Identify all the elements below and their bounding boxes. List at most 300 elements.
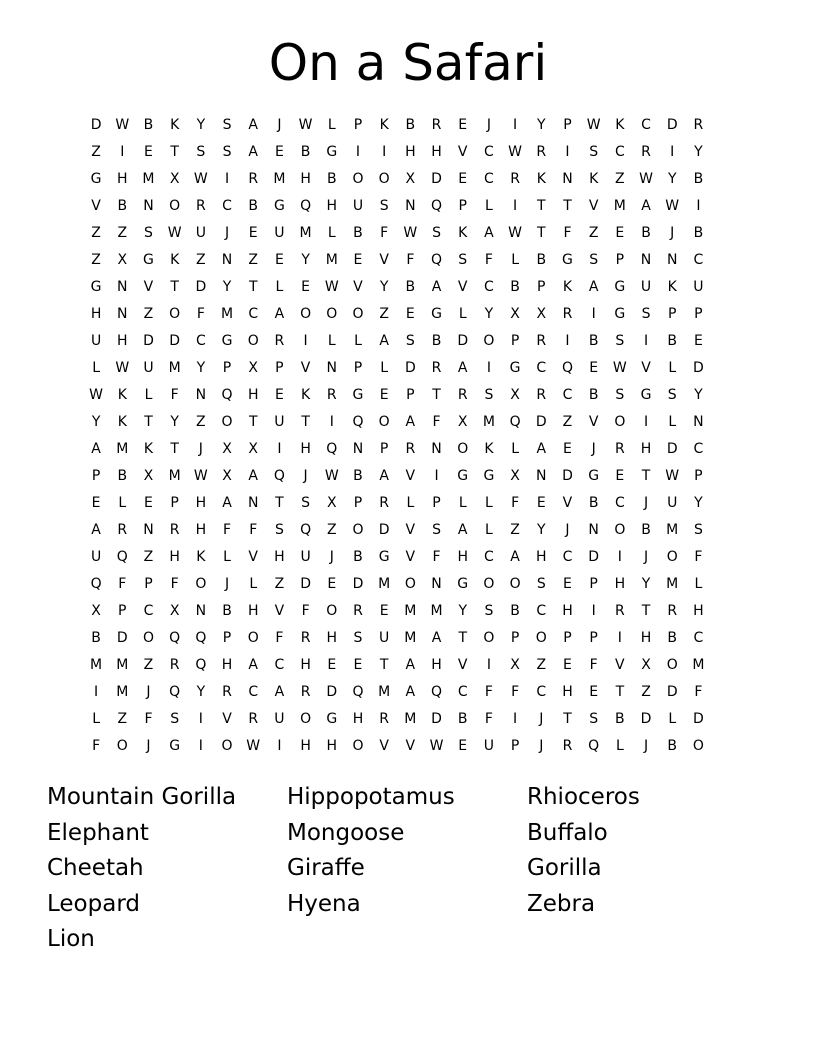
grid-cell: B — [510, 603, 520, 619]
grid-cell: Y — [222, 279, 232, 295]
grid-cell: M — [666, 576, 679, 592]
grid-cell: Q — [90, 576, 102, 592]
grid-cell: Z — [379, 306, 389, 322]
grid-cell: C — [143, 603, 154, 619]
grid-cell: E — [274, 252, 284, 268]
grid-cell: G — [221, 333, 233, 349]
grid-cell: F — [196, 306, 205, 322]
grid-cell: H — [247, 603, 259, 619]
grid-cell: A — [379, 333, 389, 349]
grid-cell: S — [693, 522, 703, 538]
grid-cell: I — [198, 711, 203, 727]
grid-cell: F — [484, 252, 493, 268]
grid-cell: N — [536, 468, 547, 484]
grid-cell: N — [143, 198, 154, 214]
grid-cell: W — [403, 225, 418, 241]
grid-cell: C — [693, 252, 704, 268]
grid-cell: P — [91, 468, 101, 484]
grid-cell: I — [94, 684, 99, 700]
grid-cell: L — [354, 333, 362, 349]
grid-cell: I — [303, 333, 308, 349]
grid-cell: H — [326, 738, 338, 754]
grid-cell: L — [694, 576, 703, 592]
grid-cell: K — [536, 171, 546, 187]
grid-cell: R — [117, 522, 128, 538]
grid-cell: M — [168, 468, 181, 484]
grid-cell: S — [484, 603, 494, 619]
grid-cell: I — [513, 117, 518, 133]
grid-row — [83, 355, 712, 382]
grid-cell: F — [589, 657, 598, 673]
grid-cell: G — [326, 711, 338, 727]
grid-cell: D — [457, 333, 469, 349]
grid-cell: O — [666, 549, 678, 565]
grid-row — [83, 463, 712, 490]
grid-cell: H — [221, 657, 233, 673]
grid-cell: M — [404, 603, 417, 619]
grid-cell: J — [643, 738, 649, 754]
grid-cell: I — [591, 306, 596, 322]
grid-cell: Z — [91, 252, 101, 268]
grid-cell: N — [117, 306, 128, 322]
grid-cell: I — [198, 738, 203, 754]
grid-cell: K — [170, 252, 180, 268]
grid-cell: Y — [484, 306, 494, 322]
grid-cell: X — [91, 603, 101, 619]
grid-cell: P — [537, 279, 546, 295]
grid-row — [83, 544, 712, 571]
grid-cell: P — [222, 630, 232, 646]
grid-cell: E — [693, 333, 703, 349]
grid-cell: Z — [196, 252, 206, 268]
grid-cell: Z — [588, 225, 599, 241]
grid-cell: E — [563, 576, 572, 592]
grid-cell: I — [643, 333, 649, 349]
grid-cell: W — [193, 468, 208, 484]
grid-cell: P — [222, 360, 232, 376]
grid-cell: H — [169, 549, 180, 565]
grid-cell: M — [404, 630, 417, 646]
grid-cell: R — [222, 684, 232, 700]
grid-cell: R — [510, 171, 520, 187]
grid-cell: E — [274, 144, 284, 160]
grid-cell: V — [405, 522, 416, 538]
grid-cell: V — [248, 549, 258, 565]
grid-row — [83, 220, 712, 247]
grid-cell: A — [588, 279, 599, 295]
grid-cell: S — [196, 144, 206, 160]
grid-cell: P — [589, 630, 598, 646]
grid-cell: X — [222, 468, 232, 484]
grid-cell: L — [668, 711, 677, 727]
grid-cell: X — [117, 252, 128, 268]
grid-cell: D — [352, 576, 364, 592]
grid-cell: K — [615, 117, 625, 133]
grid-cell: C — [536, 360, 547, 376]
grid-cell: D — [666, 117, 678, 133]
grid-cell: X — [248, 441, 259, 457]
grid-cell: L — [458, 306, 467, 322]
grid-cell: P — [170, 495, 179, 511]
grid-cell: X — [510, 657, 520, 673]
grid-cell: N — [247, 495, 259, 511]
grid-cell: W — [324, 279, 339, 295]
grid-cell: B — [693, 171, 704, 187]
grid-cell: J — [539, 711, 544, 727]
grid-cell: F — [694, 549, 703, 565]
grid-row — [83, 436, 712, 463]
grid-cell: S — [589, 252, 599, 268]
grid-cell: B — [431, 333, 442, 349]
grid-cell: I — [382, 144, 387, 160]
grid-cell: J — [643, 549, 649, 565]
grid-cell: P — [510, 630, 520, 646]
grid-cell: T — [641, 603, 651, 619]
grid-cell: N — [588, 522, 599, 538]
grid-cell: Y — [458, 603, 467, 619]
grid-cell: E — [458, 117, 468, 133]
grid-cell: Q — [273, 468, 285, 484]
grid-cell: W — [167, 225, 182, 241]
grid-cell: Q — [300, 198, 312, 214]
grid-cell: G — [143, 252, 154, 268]
grid-cell: A — [457, 522, 468, 538]
grid-cell: F — [484, 711, 493, 727]
grid-cell: M — [482, 414, 495, 430]
grid-cell: A — [248, 117, 258, 133]
grid-row — [83, 193, 712, 220]
grid-cell: O — [666, 657, 678, 673]
grid-cell: B — [222, 603, 232, 619]
grid-cell: M — [325, 252, 338, 268]
grid-cell: G — [509, 360, 521, 376]
grid-cell: C — [536, 603, 547, 619]
grid-row — [83, 301, 712, 328]
grid-cell: I — [486, 657, 491, 673]
grid-cell: K — [301, 387, 311, 403]
grid-cell: W — [89, 387, 104, 403]
grid-cell: F — [170, 387, 179, 403]
grid-cell: N — [195, 603, 207, 619]
grid-cell: L — [406, 495, 415, 511]
grid-cell: I — [670, 144, 675, 160]
grid-cell: O — [483, 333, 495, 349]
grid-cell: T — [432, 387, 441, 403]
grid-cell: R — [379, 711, 390, 727]
grid-cell: S — [615, 387, 625, 403]
grid-cell: O — [195, 576, 207, 592]
grid-cell: S — [222, 144, 232, 160]
grid-cell: I — [513, 711, 518, 727]
grid-cell: F — [249, 522, 258, 538]
grid-cell: F — [484, 684, 493, 700]
grid-cell: S — [301, 495, 311, 511]
grid-cell: W — [612, 360, 627, 376]
grid-cell: Y — [379, 279, 389, 295]
grid-cell: O — [221, 738, 233, 754]
grid-cell: H — [274, 549, 285, 565]
grid-cell: D — [640, 711, 652, 727]
grid-cell: S — [589, 144, 599, 160]
grid-cell: P — [275, 360, 284, 376]
grid-cell: V — [143, 279, 154, 295]
grid-cell: F — [144, 711, 153, 727]
grid-cell: T — [537, 198, 546, 214]
grid-cell: M — [116, 684, 129, 700]
grid-cell: T — [379, 657, 389, 673]
grid-cell: Z — [274, 576, 285, 592]
grid-cell: C — [484, 549, 494, 565]
grid-cell: B — [405, 117, 416, 133]
grid-cell: B — [326, 171, 337, 187]
grid-cell: M — [168, 360, 181, 376]
grid-cell: B — [693, 225, 704, 241]
grid-cell: V — [405, 549, 416, 565]
grid-cell: A — [641, 198, 651, 214]
grid-cell: O — [535, 630, 547, 646]
grid-cell: Y — [301, 252, 310, 268]
grid-cell: N — [326, 360, 338, 376]
grid-cell: P — [144, 576, 153, 592]
grid-cell: C — [614, 144, 625, 160]
grid-cell: H — [562, 603, 573, 619]
grid-cell: F — [694, 684, 703, 700]
grid-cell: M — [273, 171, 286, 187]
grid-cell: G — [614, 279, 626, 295]
grid-cell: N — [693, 414, 704, 430]
grid-cell: A — [248, 144, 258, 160]
grid-cell: H — [195, 495, 207, 511]
grid-cell: E — [353, 657, 363, 673]
grid-cell: L — [511, 252, 519, 268]
grid-cell: R — [379, 495, 390, 511]
grid-cell: D — [431, 711, 442, 727]
grid-row — [83, 733, 712, 760]
grid-cell: F — [563, 225, 572, 241]
grid-cell: G — [457, 468, 469, 484]
grid-cell: B — [588, 333, 599, 349]
grid-cell: D — [693, 711, 704, 727]
grid-cell: S — [432, 522, 441, 538]
grid-cell: E — [301, 279, 311, 295]
grid-cell: O — [404, 576, 416, 592]
grid-cell: A — [405, 657, 416, 673]
grid-cell: P — [694, 306, 703, 322]
grid-cell: I — [617, 549, 622, 565]
grid-cell: Q — [431, 252, 443, 268]
grid-cell: L — [249, 576, 258, 592]
grid-cell: E — [458, 738, 468, 754]
grid-cell: E — [327, 576, 337, 592]
grid-cell: V — [379, 252, 389, 268]
grid-cell: C — [274, 657, 285, 673]
grid-cell: W — [665, 468, 680, 484]
grid-row — [83, 247, 712, 274]
letter-grid — [83, 112, 712, 760]
grid-cell: M — [404, 711, 417, 727]
grid-cell: M — [666, 522, 679, 538]
grid-cell: T — [301, 414, 310, 430]
grid-cell: O — [692, 738, 704, 754]
grid-cell: V — [588, 198, 599, 214]
grid-cell: G — [562, 252, 573, 268]
grid-cell: A — [431, 279, 442, 295]
grid-cell: T — [615, 684, 625, 700]
grid-cell: L — [485, 495, 493, 511]
grid-cell: X — [405, 171, 416, 187]
grid-cell: V — [222, 711, 232, 727]
grid-cell: B — [641, 225, 651, 241]
grid-cell: Q — [561, 360, 573, 376]
grid-cell: A — [510, 549, 520, 565]
grid-cell: N — [562, 171, 573, 187]
grid-cell: D — [404, 360, 416, 376]
grid-row — [83, 679, 712, 706]
grid-cell: Y — [537, 522, 546, 538]
grid-cell: R — [300, 630, 311, 646]
grid-cell: H — [300, 657, 311, 673]
grid-cell: F — [511, 684, 520, 700]
grid-cell: F — [432, 549, 441, 565]
grid-cell: O — [614, 414, 626, 430]
grid-cell: H — [300, 738, 311, 754]
word-list-item: Gorilla — [527, 855, 602, 882]
grid-cell: A — [222, 495, 232, 511]
grid-row — [83, 382, 712, 409]
grid-cell: D — [378, 522, 390, 538]
grid-cell: R — [300, 684, 311, 700]
grid-cell: P — [563, 630, 572, 646]
grid-cell: L — [118, 495, 127, 511]
grid-cell: E — [144, 495, 153, 511]
grid-cell: G — [457, 576, 469, 592]
grid-cell: C — [484, 144, 494, 160]
grid-cell: T — [248, 414, 258, 430]
grid-cell: B — [588, 495, 599, 511]
grid-cell: S — [170, 711, 180, 727]
grid-cell: C — [248, 306, 259, 322]
grid-cell: N — [431, 576, 442, 592]
grid-cell: G — [352, 387, 364, 403]
grid-cell: R — [562, 306, 573, 322]
grid-cell: M — [430, 603, 443, 619]
grid-cell: B — [641, 522, 651, 538]
grid-cell: W — [429, 738, 444, 754]
grid-cell: G — [326, 144, 338, 160]
grid-cell: K — [484, 441, 494, 457]
grid-cell: K — [562, 279, 573, 295]
grid-cell: X — [143, 468, 154, 484]
grid-cell: X — [457, 414, 468, 430]
grid-cell: O — [326, 306, 338, 322]
grid-cell: Y — [170, 414, 179, 430]
grid-cell: W — [586, 117, 601, 133]
grid-cell: J — [224, 576, 230, 592]
grid-cell: H — [117, 171, 128, 187]
grid-cell: O — [509, 576, 521, 592]
grid-cell: H — [614, 576, 626, 592]
grid-cell: D — [169, 333, 181, 349]
grid-cell: U — [640, 279, 652, 295]
grid-cell: S — [405, 333, 415, 349]
grid-cell: H — [326, 630, 338, 646]
grid-cell: W — [639, 171, 653, 187]
grid-cell: R — [405, 441, 416, 457]
grid-cell: K — [170, 117, 180, 133]
grid-cell: C — [536, 684, 547, 700]
grid-cell: S — [484, 387, 494, 403]
grid-cell: M — [378, 576, 391, 592]
grid-cell: N — [666, 252, 678, 268]
grid-cell: E — [379, 603, 389, 619]
grid-cell: E — [589, 360, 599, 376]
grid-cell: H — [300, 171, 311, 187]
grid-cell: F — [223, 522, 232, 538]
grid-cell: E — [615, 468, 625, 484]
grid-cell: C — [693, 630, 704, 646]
grid-cell: S — [274, 522, 284, 538]
grid-cell: B — [667, 738, 678, 754]
grid-cell: Z — [196, 414, 206, 430]
grid-cell: U — [143, 360, 154, 376]
grid-cell: P — [563, 117, 572, 133]
grid-cell: C — [562, 549, 573, 565]
grid-cell: Q — [588, 738, 600, 754]
grid-cell: D — [431, 171, 442, 187]
grid-row — [83, 571, 712, 598]
grid-cell: Q — [195, 630, 207, 646]
grid-cell: X — [326, 495, 337, 511]
grid-cell: L — [458, 495, 467, 511]
grid-row — [83, 112, 712, 139]
word-list-item: Hippopotamus — [287, 784, 455, 810]
grid-cell: M — [692, 657, 705, 673]
grid-cell: F — [301, 603, 310, 619]
grid-cell: P — [510, 333, 520, 349]
grid-cell: J — [198, 441, 203, 457]
grid-cell: Y — [537, 117, 546, 133]
grid-cell: M — [613, 198, 626, 214]
grid-cell: G — [588, 468, 600, 484]
grid-cell: U — [483, 738, 495, 754]
grid-cell: R — [457, 387, 468, 403]
grid-cell: L — [511, 441, 519, 457]
grid-cell: J — [565, 522, 570, 538]
grid-row — [83, 139, 712, 166]
grid-cell: W — [115, 117, 130, 133]
grid-cell: C — [195, 333, 206, 349]
grid-cell: R — [248, 171, 259, 187]
grid-cell: B — [300, 144, 311, 160]
grid-cell: T — [563, 711, 572, 727]
grid-cell: N — [117, 279, 128, 295]
grid-cell: S — [536, 576, 546, 592]
grid-cell: I — [329, 414, 334, 430]
grid-cell: O — [142, 630, 154, 646]
grid-cell: M — [299, 225, 312, 241]
grid-cell: J — [146, 738, 151, 754]
grid-cell: C — [457, 684, 468, 700]
grid-cell: I — [696, 198, 701, 214]
grid-cell: U — [195, 225, 206, 241]
grid-cell: R — [693, 117, 704, 133]
grid-cell: B — [353, 549, 363, 565]
grid-cell: U — [274, 225, 285, 241]
word-list-item: Buffalo — [527, 819, 608, 846]
grid-cell: D — [116, 630, 128, 646]
grid-cell: Z — [143, 657, 154, 673]
grid-row — [83, 274, 712, 301]
